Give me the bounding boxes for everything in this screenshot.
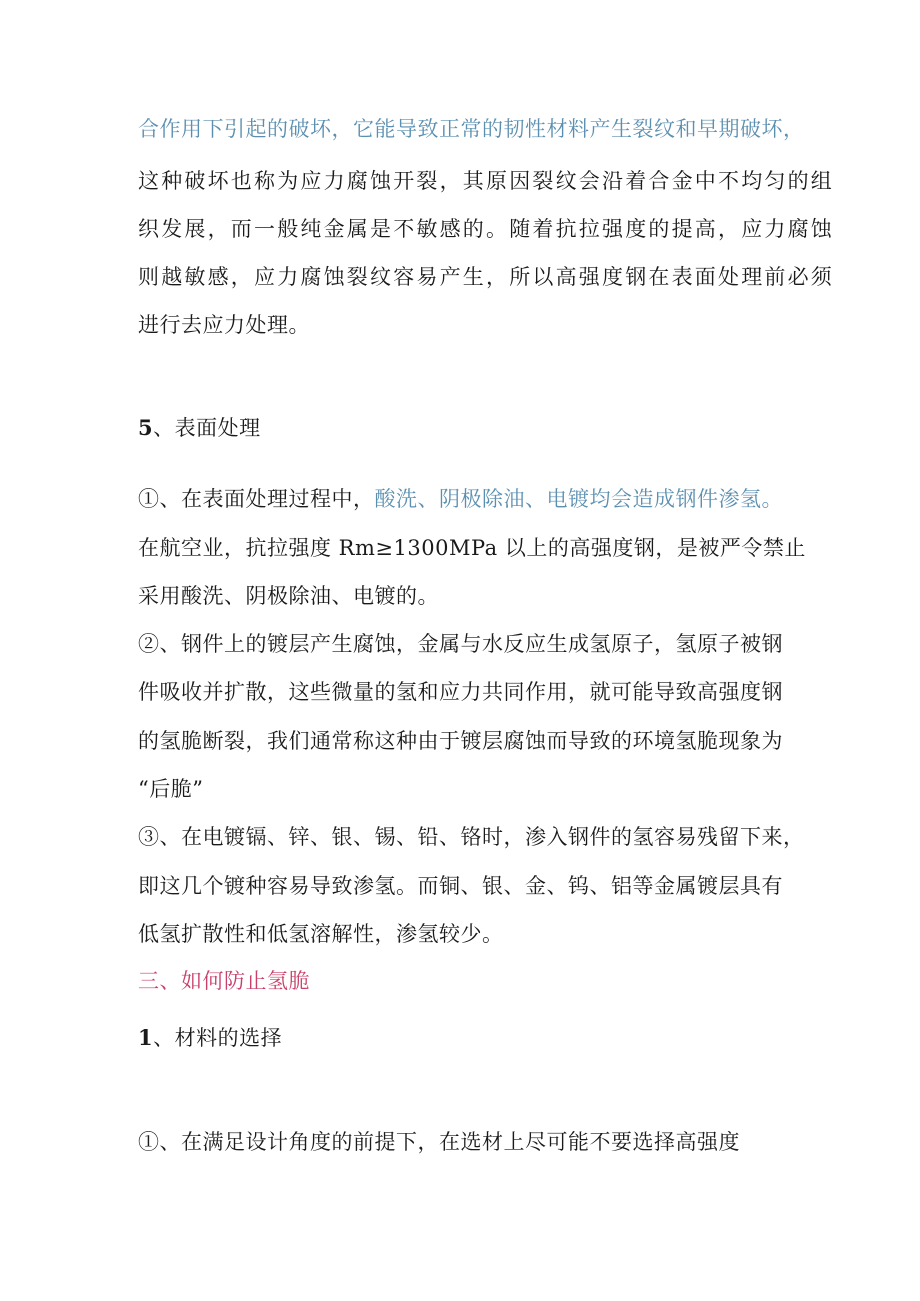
text-span: 这种破坏也称为应力腐蚀开裂，其原因裂纹会沿着合金中不均匀的组 (138, 169, 834, 193)
section-title: 、表面处理 (153, 416, 261, 440)
paragraph-line-16 (138, 1127, 740, 1157)
text-span: ②、钢件上的镀层产生腐蚀，金属与水反应生成氢原子，氢原子被钢 (138, 632, 783, 656)
paragraph-line-13 (138, 822, 805, 852)
text-span: 低氢扩散性和低氢溶解性，渗氢较少。 (138, 922, 504, 946)
section-heading-1 (138, 1023, 282, 1053)
paragraph-line-10 (138, 677, 783, 707)
section-title: 、材料的选择 (153, 1026, 283, 1050)
paragraph-line-8 (138, 581, 439, 611)
paragraph-line-14 (138, 871, 783, 901)
section-heading-5 (138, 413, 261, 443)
text-span: 织发展，而一般纯金属是不敏感的。随着抗拉强度的提高，应力腐蚀 (138, 217, 834, 241)
text-span: 则越敏感，应力腐蚀裂纹容易产生，所以高强度钢在表面处理前必须 (138, 265, 834, 289)
chapter-heading-3 (138, 966, 310, 996)
section-number: 5 (138, 415, 154, 440)
section-number: 1 (138, 1025, 154, 1050)
text-span: 采用酸洗、阴极除油、电镀的。 (138, 584, 439, 608)
paragraph-line-1 (138, 114, 805, 144)
paragraph-line-3 (138, 214, 834, 244)
text-highlight-blue: 合作用下引起的破坏，它能导致正常的韧性材料产生裂纹和早期破坏， (138, 117, 805, 141)
paragraph-line-15 (138, 919, 504, 949)
text-span: 进行去应力处理。 (138, 313, 310, 337)
paragraph-line-7 (138, 533, 806, 563)
text-highlight-blue: 酸洗、阴极除油、电镀均会造成钢件渗氢。 (374, 487, 783, 511)
paragraph-line-9 (138, 629, 783, 659)
paragraph-line-6 (138, 484, 783, 514)
paragraph-line-5 (138, 310, 310, 340)
paragraph-line-4 (138, 262, 834, 292)
text-span: 在航空业，抗拉强度 Rm≥1300MPa 以上的高强度钢，是被严令禁止 (138, 536, 806, 560)
text-span: 的氢脆断裂，我们通常称这种由于镀层腐蚀而导致的环境氢脆现象为 (138, 729, 783, 753)
text-span: “后脆” (138, 777, 204, 801)
text-span: ①、在满足设计角度的前提下，在选材上尽可能不要选择高强度 (138, 1130, 740, 1154)
text-span: ①、在表面处理过程中， (138, 487, 375, 511)
text-span: 即这几个镀种容易导致渗氢。而铜、银、金、钨、铝等金属镀层具有 (138, 874, 783, 898)
text-span: ③、在电镀镉、锌、银、锡、铅、铬时，渗入钢件的氢容易残留下来， (138, 825, 805, 849)
paragraph-line-12 (138, 774, 203, 804)
paragraph-line-2 (138, 166, 834, 196)
chapter-title: 三、如何防止氢脆 (138, 969, 310, 993)
text-span: 件吸收并扩散，这些微量的氢和应力共同作用，就可能导致高强度钢 (138, 680, 783, 704)
paragraph-line-11 (138, 726, 783, 756)
